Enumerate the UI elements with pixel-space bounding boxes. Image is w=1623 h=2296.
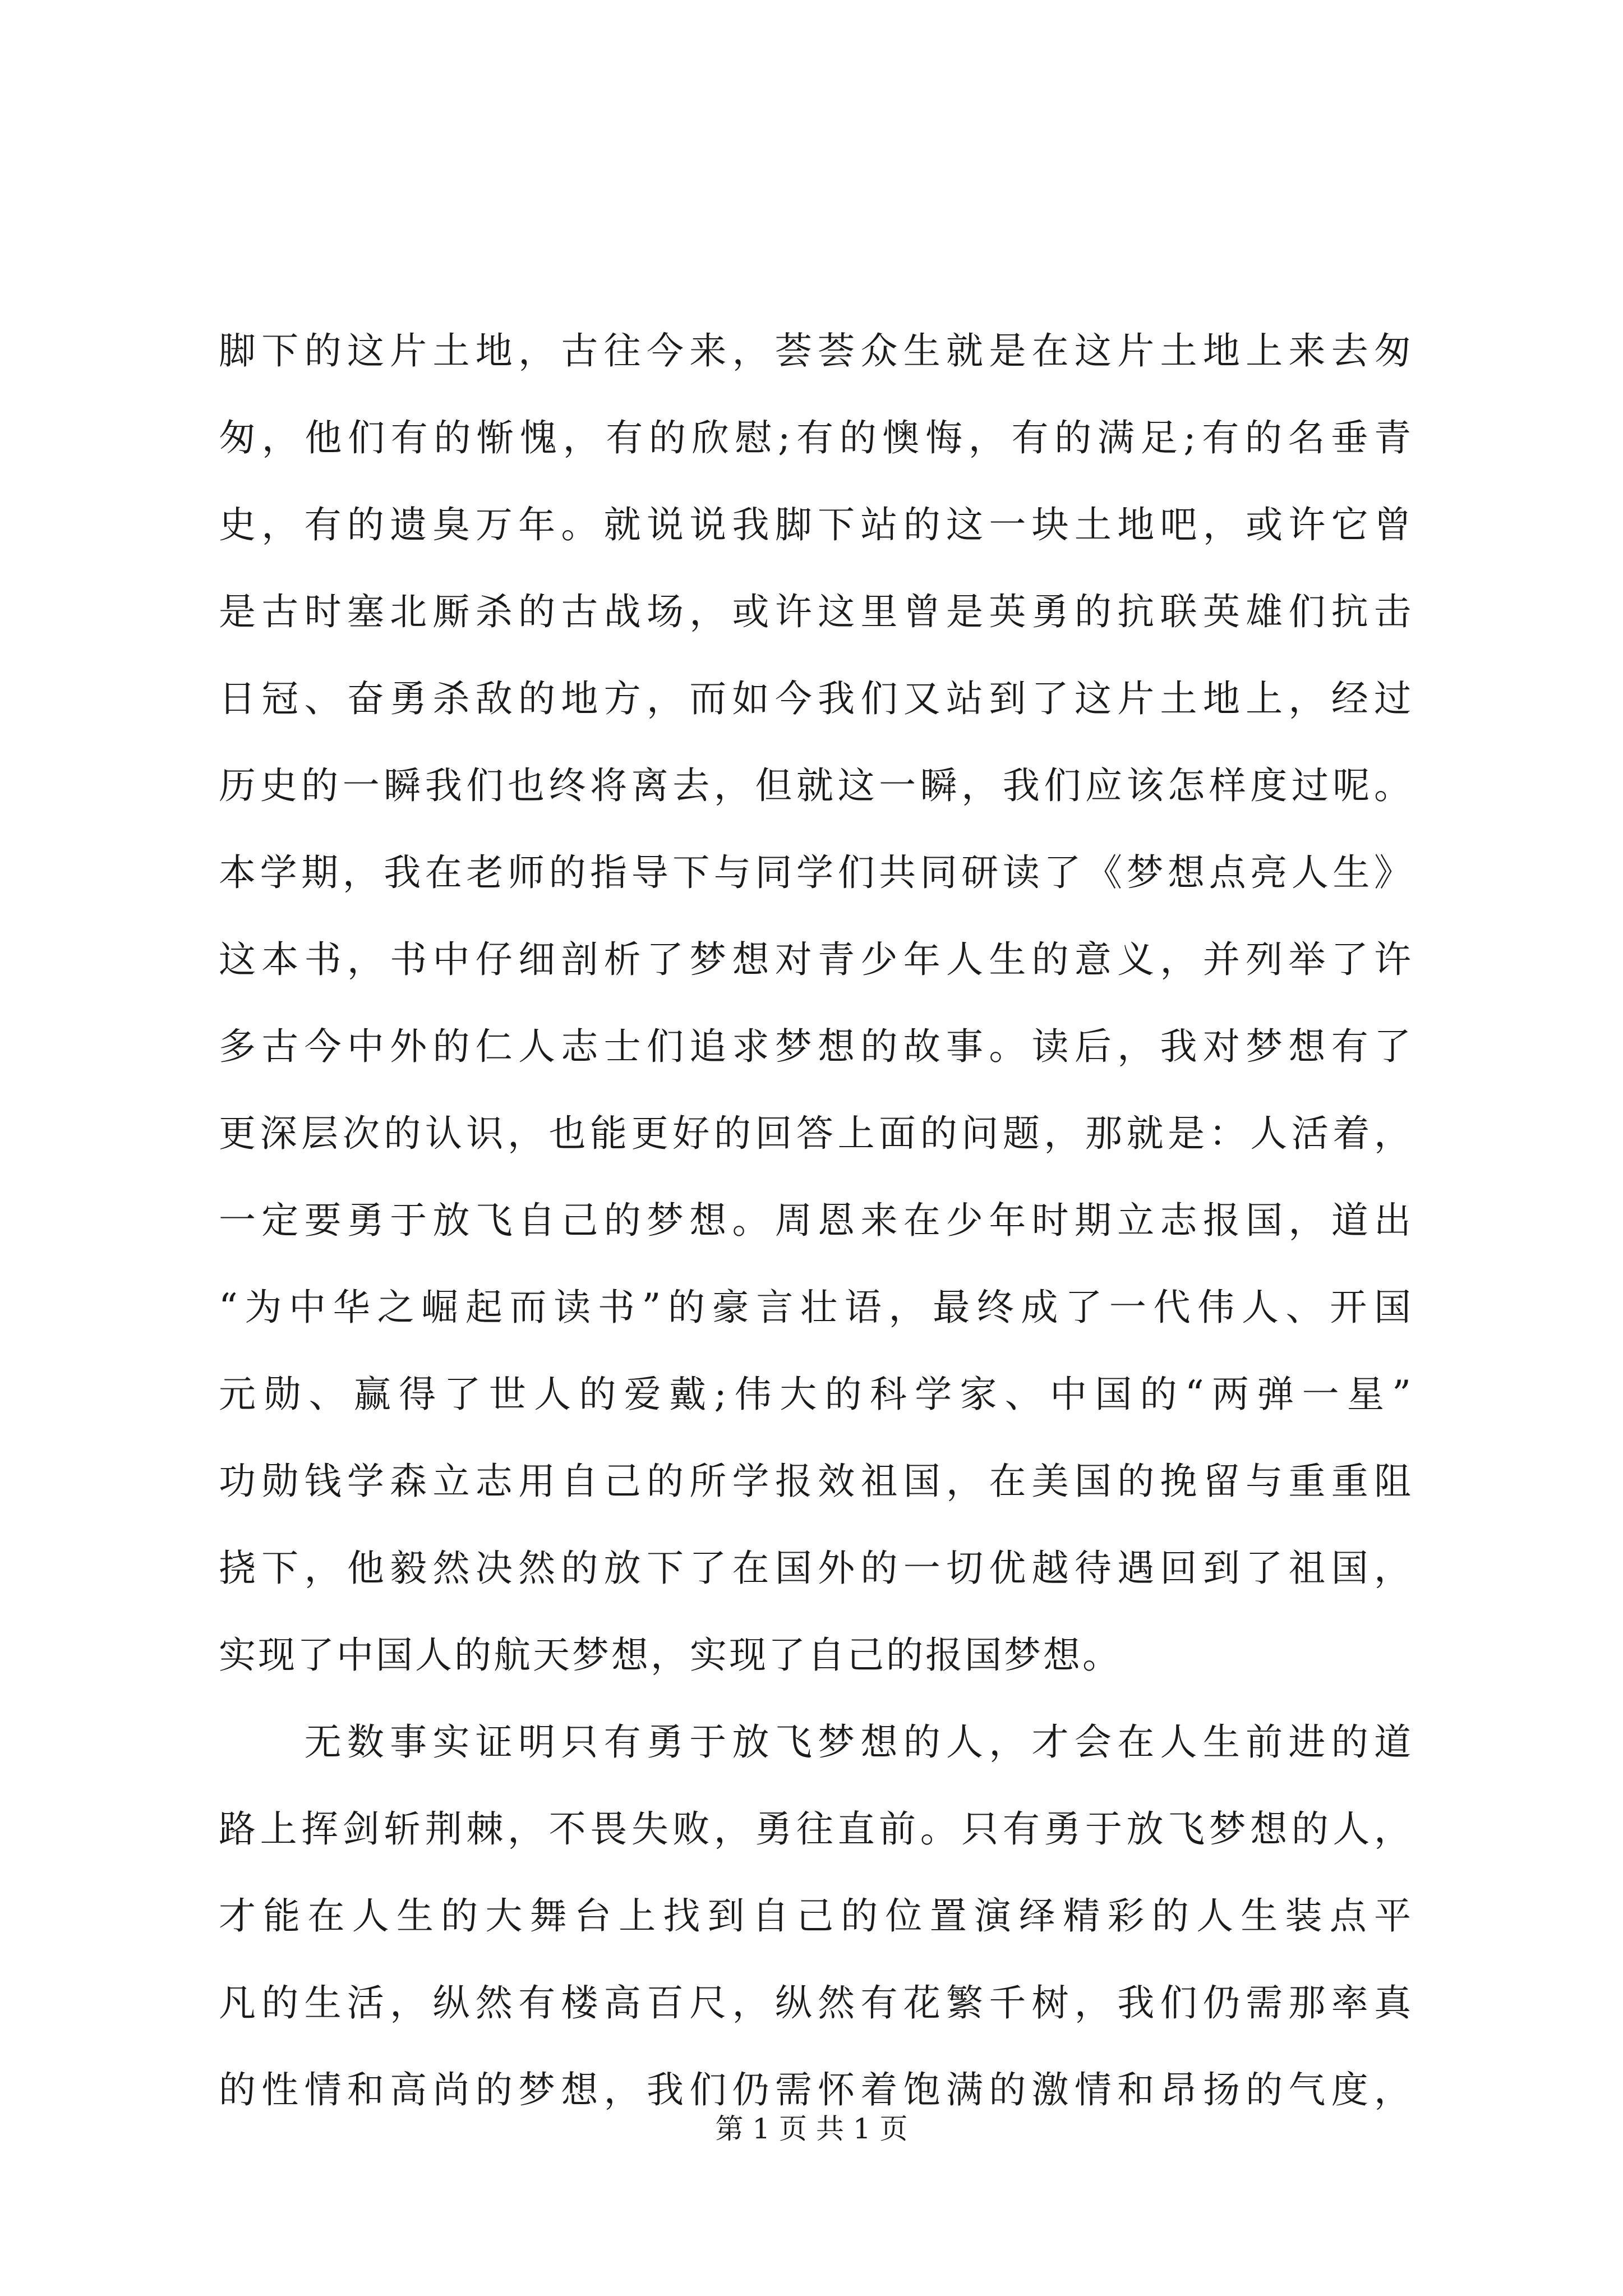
text-line: 史，有的遗臭万年。就说说我脚下站的这一块土地吧，或许它曾 bbox=[219, 503, 1413, 546]
body-text bbox=[219, 307, 1413, 2133]
text-line: 的性情和高尚的梦想，我们仍需怀着饱满的激情和昂扬的气度， bbox=[219, 2068, 1413, 2111]
text-line: 实现了中国人的航天梦想，实现了自己的报国梦想。 bbox=[219, 1634, 1122, 1677]
text-line: 路上挥剑斩荆棘，不畏失败，勇往直前。只有勇于放飞梦想的人， bbox=[219, 1807, 1413, 1851]
text-line: 匆，他们有的惭愧，有的欣慰;有的懊悔，有的满足;有的名垂青 bbox=[219, 416, 1413, 459]
text-line: 历史的一瞬我们也终将离去，但就这一瞬，我们应该怎样度过呢。 bbox=[219, 764, 1413, 807]
text-line: 一定要勇于放飞自己的梦想。周恩来在少年时期立志报国，道出 bbox=[219, 1199, 1413, 1242]
text-line: “为中华之崛起而读书”的豪言壮语，最终成了一代伟人、开国 bbox=[219, 1286, 1413, 1329]
text-line: 是古时塞北厮杀的古战场，或许这里曾是英勇的抗联英雄们抗击 bbox=[219, 590, 1413, 633]
text-line: 挠下，他毅然决然的放下了在国外的一切优越待遇回到了祖国， bbox=[219, 1547, 1413, 1590]
text-line: 更深层次的认识，也能更好的回答上面的问题，那就是：人活着， bbox=[219, 1112, 1413, 1155]
text-line: 脚下的这片土地，古往今来，荟荟众生就是在这片土地上来去匆 bbox=[219, 329, 1413, 372]
text-line: 功勋钱学森立志用自己的所学报效祖国，在美国的挽留与重重阻 bbox=[219, 1460, 1413, 1503]
page-footer bbox=[0, 2106, 1623, 2147]
text-line: 这本书，书中仔细剖析了梦想对青少年人生的意义，并列举了许 bbox=[219, 938, 1413, 981]
text-line: 凡的生活，纵然有楼高百尺，纵然有花繁千树，我们仍需那率真 bbox=[219, 1981, 1413, 2024]
page-number-label: 第 1 页 共 1 页 bbox=[715, 2113, 908, 2145]
text-line: 本学期，我在老师的指导下与同学们共同研读了《梦想点亮人生》 bbox=[219, 851, 1413, 894]
text-line: 无数事实证明只有勇于放飞梦想的人，才会在人生前进的道 bbox=[219, 1720, 1413, 1764]
text-line: 才能在人生的大舞台上找到自己的位置演绎精彩的人生装点平 bbox=[219, 1894, 1413, 1938]
text-line: 日冠、奋勇杀敌的地方，而如今我们又站到了这片土地上，经过 bbox=[219, 677, 1413, 720]
text-line: 元勋、赢得了世人的爱戴;伟大的科学家、中国的“两弹一星” bbox=[219, 1373, 1413, 1416]
text-line: 多古今中外的仁人志士们追求梦想的故事。读后，我对梦想有了 bbox=[219, 1025, 1413, 1068]
